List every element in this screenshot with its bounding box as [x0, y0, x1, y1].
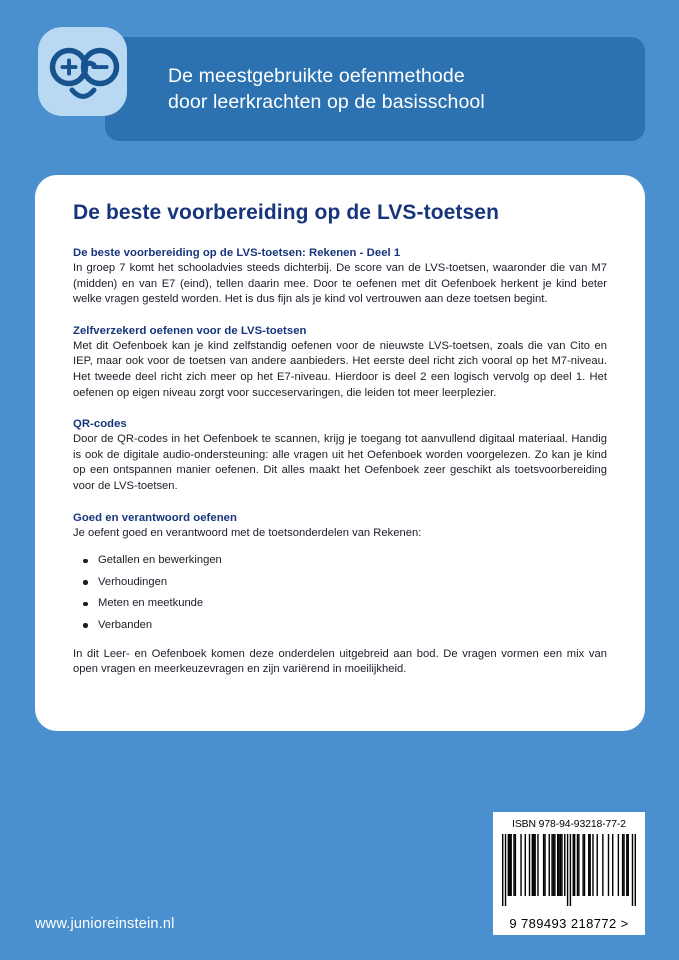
barcode-digits: 9 789493 218772 >	[509, 916, 629, 931]
list-item	[83, 575, 607, 591]
website-url: www.junioreinstein.nl	[35, 916, 175, 932]
section-goed-en-verantwoord-oefenen	[73, 512, 607, 678]
section-paragraph: In groep 7 komt het schooladvies steeds dichterbij. De score van de LVS-toetsen, waaronder die van M7 (midden) en van E7 (eind), tellen daarin mee. Door te oefenen met dit Oefenboek herkent je kind beter welke vragen gesteld worden. Het is dus fijn als je kind vol vertrouwen aan deze toetsen begint.	[73, 262, 607, 306]
section-rekenen-deel-1	[73, 247, 607, 308]
barcode-bars	[502, 834, 636, 917]
list-item-label: Meten en meetkunde	[98, 597, 204, 610]
brand-logo-tile	[38, 27, 127, 116]
section-heading: De beste voorbereiding op de LVS-toetsen: Rekenen - Deel 1	[73, 247, 401, 259]
section-heading: Goed en verantwoord oefenen	[73, 511, 237, 524]
section-zelfverzekerd-oefenen	[73, 325, 607, 401]
barcode-bars-icon	[502, 834, 636, 906]
isbn-label: ISBN 978-94-93218-77-2	[512, 819, 626, 830]
header-tagline-line-2: door leerkrachten op de basisschool	[168, 91, 485, 113]
section-heading: QR-codes	[73, 418, 127, 431]
toetsonderdelen-list	[73, 553, 607, 633]
list-item-label: Verhoudingen	[98, 575, 168, 588]
list-item-label: Getallen en bewerkingen	[98, 554, 222, 567]
list-item	[83, 553, 607, 569]
bullet-dot-icon	[83, 623, 88, 628]
bullet-dot-icon	[83, 602, 88, 607]
section-closing-paragraph: In dit Leer- en Oefenboek komen deze onderdelen uitgebreid aan bod. De vragen vormen een mix van open vragen en meerkeuzevragen en zijn variërend in moeilijkheid.	[73, 647, 607, 676]
list-item	[83, 618, 607, 634]
bullet-dot-icon	[83, 580, 88, 585]
section-paragraph: Met dit Oefenboek kan je kind zelfstandig oefenen voor de nieuwste LVS-toetsen, zoals die van Cito en IEP, maar ook voor de toetsen van andere aanbieders. Het eerste deel richt zich vooral op het M7-niveau. Het tweede deel richt zich meer op het E7-niveau. Hierdoor is deel 2 een logisch vervolg op deel 1. Het oefenen op eigen niveau zorgt voor succeservaringen, die leiden tot meer leerplezier.	[73, 339, 607, 399]
list-item-label: Verbanden	[98, 618, 153, 631]
section-intro-paragraph: Je oefent goed en verantwoord met de toetsonderdelen van Rekenen:	[73, 526, 422, 539]
header-banner	[105, 37, 645, 141]
section-paragraph: Door de QR-codes in het Oefenboek te scannen, krijg je toegang tot aanvullend digitaal materiaal. Handig is ook de digitale audio-ondersteuning: alle vragen uit het Oefenboek worden voorgelezen. Zo kan je kind op een ontspannen manier oefenen. Dit alles maakt het Oefenboek zeer geschikt als toetsvoorbereiding voor de LVS-toetsen.	[73, 433, 607, 492]
page-title: De beste voorbereiding op de LVS-toetsen	[73, 201, 500, 224]
section-qr-codes	[73, 418, 607, 494]
back-cover-content-card	[35, 175, 645, 731]
glasses-face-icon	[38, 27, 127, 116]
list-item	[83, 596, 607, 612]
header-tagline-line-1: De meestgebruikte oefenmethode	[168, 65, 465, 87]
bullet-dot-icon	[83, 559, 88, 564]
isbn-barcode	[493, 812, 645, 935]
section-heading: Zelfverzekerd oefenen voor de LVS-toetsen	[73, 324, 307, 337]
